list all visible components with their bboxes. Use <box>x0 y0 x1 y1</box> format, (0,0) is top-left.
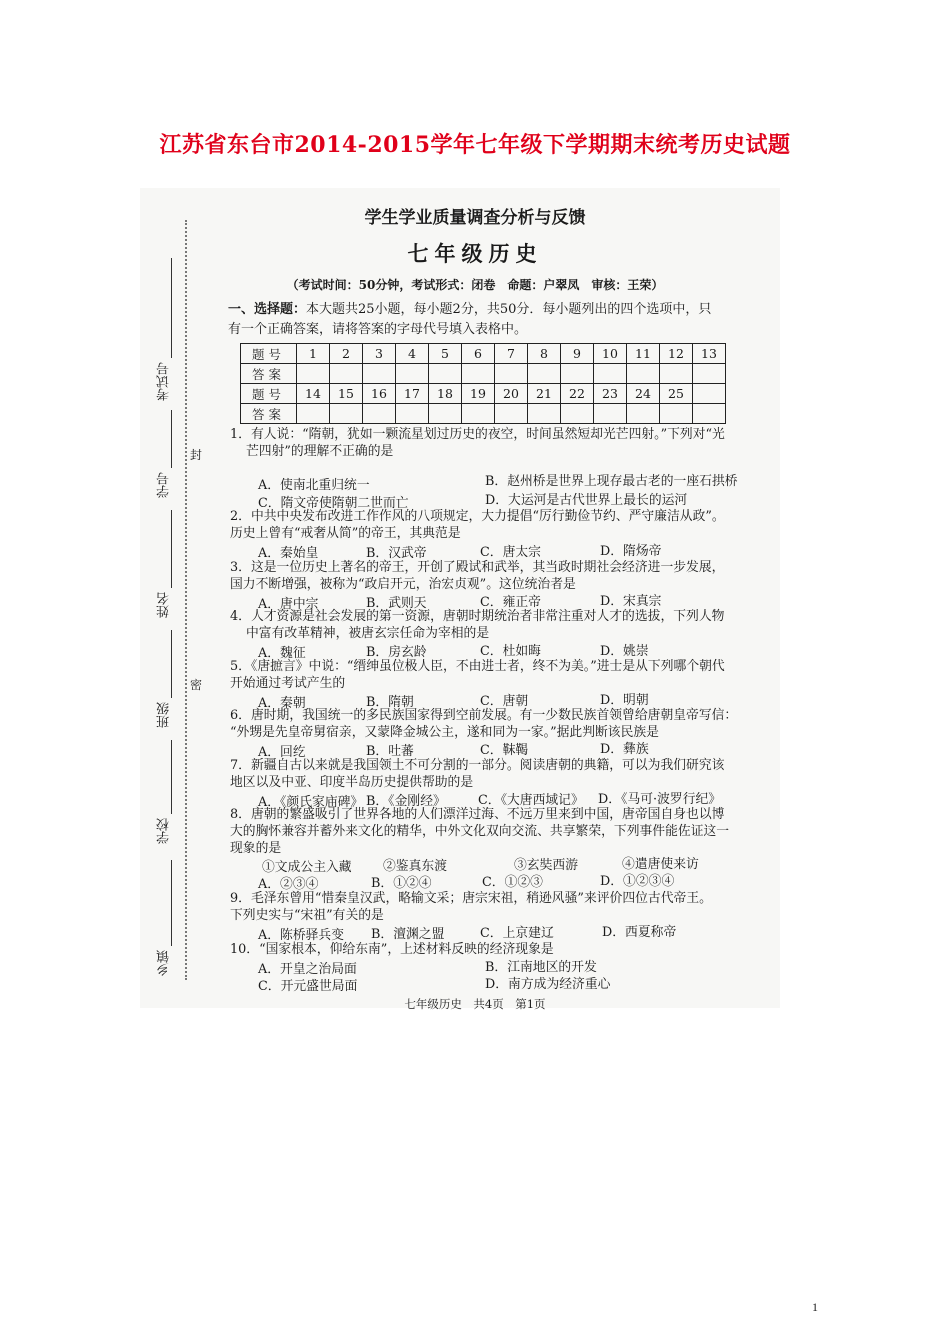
answer-cell[interactable] <box>396 364 429 384</box>
table-cell: 22 <box>561 384 594 404</box>
option-a[interactable]: A．唐中宗 <box>258 597 319 612</box>
option-b[interactable]: B．隋朝 <box>366 695 414 710</box>
question-text: 历史上曾有“戒奢从简”的帝王，其典范是 <box>230 526 461 541</box>
question-text: 8．唐朝的繁盛吸引了世界各地的人们漂洋过海、不远万里来到中国，唐帝国自身也以博 <box>230 807 725 822</box>
option-c[interactable]: C．上京建辽 <box>480 926 554 941</box>
subject-heading: 七年级历史 <box>407 241 543 266</box>
question-1 <box>230 426 770 460</box>
name-line <box>171 510 172 588</box>
item-3: ③玄奘西游 <box>514 858 578 873</box>
answer-cell[interactable] <box>330 404 363 424</box>
table-cell: 19 <box>462 384 495 404</box>
answer-cell[interactable] <box>528 404 561 424</box>
table-cell: 20 <box>495 384 528 404</box>
option-d[interactable]: D．西夏称帝 <box>602 925 677 940</box>
option-a[interactable]: A．②③④ <box>258 877 319 892</box>
exam-number-label: 考试号 <box>157 362 172 401</box>
answer-cell[interactable] <box>594 364 627 384</box>
question-8 <box>230 806 770 857</box>
town-line <box>171 860 172 946</box>
answer-cell[interactable] <box>627 404 660 424</box>
option-d[interactable]: D．南方成为经济重心 <box>485 977 611 992</box>
table-cell: 11 <box>627 344 660 364</box>
answer-cell[interactable] <box>429 364 462 384</box>
answer-table <box>240 343 726 424</box>
answer-cell[interactable] <box>495 404 528 424</box>
table-cell: 23 <box>594 384 627 404</box>
option-a[interactable]: A．秦始皇 <box>258 546 319 561</box>
item-4: ④遣唐使来访 <box>622 857 699 872</box>
section-text-2: 有一个正确答案，请将答案的字母代号填入表格中。 <box>228 322 528 337</box>
item-2: ②鉴真东渡 <box>383 859 447 874</box>
table-row <box>241 364 726 384</box>
table-cell: 2 <box>330 344 363 364</box>
answer-cell[interactable] <box>594 404 627 424</box>
answer-cell[interactable] <box>495 364 528 384</box>
question-text: 地区以及中亚、印度半岛历史提供帮助的是 <box>230 775 474 790</box>
question-text: 7．新疆自古以来就是我国领土不可分割的一部分。阅读唐朝的典籍，可以为我们研究该 <box>230 758 725 773</box>
answer-cell[interactable] <box>396 404 429 424</box>
answer-cell[interactable] <box>561 364 594 384</box>
table-cell <box>693 384 726 404</box>
option-c[interactable]: C．杜如晦 <box>480 644 541 659</box>
option-d[interactable]: D．大运河是古代世界上最长的运河 <box>485 493 688 508</box>
option-a[interactable]: A．开皇之治局面 <box>258 962 357 977</box>
table-cell: 24 <box>627 384 660 404</box>
report-heading: 学生学业质量调查分析与反馈 <box>364 208 586 228</box>
option-b[interactable]: B．汉武帝 <box>366 546 427 561</box>
table-cell: 17 <box>396 384 429 404</box>
answer-cell[interactable] <box>660 404 693 424</box>
section-instructions <box>228 300 768 340</box>
binding-line <box>185 220 187 980</box>
answer-cell[interactable] <box>561 404 594 424</box>
table-row <box>241 344 726 364</box>
table-cell: 5 <box>429 344 462 364</box>
option-c[interactable]: C．《大唐西域记》 <box>478 793 584 808</box>
question-text: 下列史实与“宋祖”有关的是 <box>230 908 384 923</box>
row-label: 题号 <box>241 344 297 364</box>
item-1: ①文成公主入藏 <box>262 860 352 875</box>
table-cell: 21 <box>528 384 561 404</box>
question-6 <box>230 707 770 741</box>
option-c[interactable]: C．开元盛世局面 <box>258 979 358 994</box>
option-b[interactable]: B．赵州桥是世界上现存最古老的一座石拱桥 <box>485 474 738 489</box>
option-a[interactable]: A．秦朝 <box>258 696 306 711</box>
question-text: 9．毛泽东曾用“惜秦皇汉武，略输文采；唐宗宋祖，稍逊风骚”来评价四位古代帝王。 <box>230 891 712 906</box>
option-d[interactable]: D．《马可·波罗行纪》 <box>598 792 722 807</box>
option-b[interactable]: B．《金刚经》 <box>366 794 446 809</box>
question-text: 3．这是一位历史上著名的帝王，开创了殿试和武举，其当政时期社会经济进一步发展， <box>230 560 725 575</box>
section-heading: 一、选择题： <box>228 302 307 317</box>
town-label: 乡镇 <box>157 950 172 976</box>
answer-cell[interactable] <box>330 364 363 384</box>
question-text: 4．人才资源是社会发展的第一资源，唐朝时期统治者非常注重对人才的选拔，下列人物 <box>230 609 725 624</box>
option-d[interactable]: D．明朝 <box>600 693 649 708</box>
option-b[interactable]: B．江南地区的开发 <box>485 960 597 975</box>
answer-cell[interactable] <box>462 364 495 384</box>
table-cell: 25 <box>660 384 693 404</box>
option-c[interactable]: C．唐朝 <box>480 694 529 709</box>
answer-cell[interactable] <box>660 364 693 384</box>
page-number: 1 <box>812 1300 818 1314</box>
option-b[interactable]: B．武则天 <box>366 596 427 611</box>
option-b[interactable]: B．房玄龄 <box>366 645 427 660</box>
table-cell: 18 <box>429 384 462 404</box>
table-cell: 13 <box>693 344 726 364</box>
table-cell: 6 <box>462 344 495 364</box>
school-line <box>171 740 172 814</box>
student-number-label: 学号 <box>157 472 172 498</box>
exam-number-line <box>171 258 172 358</box>
name-label: 姓名 <box>157 592 172 618</box>
option-d[interactable]: D．①②③④ <box>600 874 675 889</box>
row-label: 答案 <box>241 364 297 384</box>
question-3 <box>230 559 770 593</box>
option-d[interactable]: D．宋真宗 <box>600 594 662 609</box>
table-row <box>241 384 726 404</box>
answer-cell[interactable] <box>363 404 396 424</box>
option-c[interactable]: C．唐太宗 <box>480 545 541 560</box>
table-cell: 14 <box>297 384 330 404</box>
option-a[interactable]: A．陈桥驿兵变 <box>258 928 345 943</box>
option-a[interactable]: A．使南北重归统一 <box>258 478 370 493</box>
answer-cell[interactable] <box>297 404 330 424</box>
table-cell: 4 <box>396 344 429 364</box>
table-row <box>241 404 726 424</box>
school-label: 学校 <box>157 818 172 844</box>
table-cell: 16 <box>363 384 396 404</box>
option-a[interactable]: A．回纥 <box>258 745 306 760</box>
seal-mark: 封 <box>190 448 203 462</box>
option-b[interactable]: B．吐蕃 <box>366 744 414 759</box>
option-c[interactable]: C．隋文帝使隋朝二世而亡 <box>258 496 409 511</box>
table-cell: 15 <box>330 384 363 404</box>
class-line <box>171 630 172 698</box>
question-text: 国力不断增强，被称为“政启开元，治宏贞观”。这位统治者是 <box>230 577 576 592</box>
answer-cell[interactable] <box>363 364 396 384</box>
page-footer: 七年级历史 共4页 第1页 <box>404 997 546 1011</box>
option-b[interactable]: B．澶渊之盟 <box>371 927 445 942</box>
table-cell: 12 <box>660 344 693 364</box>
exam-info: （考试时间：50分钟，考试形式：闭卷 命题：户翠凤 审核：王荣） <box>286 278 664 292</box>
answer-cell[interactable] <box>528 364 561 384</box>
option-c[interactable]: C．雍正帝 <box>480 595 541 610</box>
document-title: 江苏省东台市2014-2015学年七年级下学期期末统考历史试题 <box>159 132 791 158</box>
question-text: 芒四射”的理解不正确的是 <box>246 444 394 459</box>
option-c[interactable]: C．靺鞨 <box>480 743 529 758</box>
option-d[interactable]: D．姚崇 <box>600 644 649 659</box>
option-d[interactable]: D．彝族 <box>600 742 649 757</box>
table-cell: 9 <box>561 344 594 364</box>
table-cell: 7 <box>495 344 528 364</box>
answer-cell[interactable] <box>462 404 495 424</box>
option-d[interactable]: D．隋炀帝 <box>600 544 662 559</box>
table-cell: 8 <box>528 344 561 364</box>
seal-mark-2: 密 <box>190 678 203 692</box>
section-text-1: 本大题共25小题，每小题2分，共50分．每小题列出的四个选项中，只 <box>306 302 712 317</box>
question-text: 开始通过考试产生的 <box>230 676 346 691</box>
class-label: 班级 <box>157 702 172 728</box>
question-text: 1．有人说：“隋朝，犹如一颗流星划过历史的夜空，时间虽然短却光芒四射。”下列对“光 <box>230 427 725 442</box>
question-4 <box>230 608 770 642</box>
question-2 <box>230 508 770 542</box>
row-label: 答案 <box>241 404 297 424</box>
question-text: 中富有改革精神，被唐玄宗任命为宰相的是 <box>246 626 490 641</box>
question-text: 现象的是 <box>230 841 282 856</box>
question-text: 2．中共中央发布改进工作作风的八项规定，大力提倡“厉行勤俭节约、严守廉洁从政”。 <box>230 509 725 524</box>
option-a[interactable]: A．《颜氏家庙碑》 <box>258 795 364 810</box>
question-7 <box>230 757 770 791</box>
option-c[interactable]: C．①②③ <box>482 875 543 890</box>
question-text: 6．唐时期，我国统一的多民族国家得到空前发展。有一少数民族首领曾给唐朝皇帝写信： <box>230 708 738 723</box>
question-text: 10．“国家根本，仰给东南”，上述材料反映的经济现象是 <box>230 942 554 957</box>
student-number-line <box>171 410 172 468</box>
table-cell: 1 <box>297 344 330 364</box>
table-cell: 3 <box>363 344 396 364</box>
option-b[interactable]: B．①②④ <box>371 876 432 891</box>
answer-cell[interactable] <box>297 364 330 384</box>
question-text: 5．《唐摭言》中说：“缙绅虽位极人臣，不由进士者，终不为美。”进士是从下列哪个朝代 <box>230 659 725 674</box>
question-text: 大的胸怀兼容并蓄外来文化的精华，中外文化双向交流、共享繁荣，下列事件能佐证这一 <box>230 824 730 839</box>
question-5 <box>230 658 770 692</box>
answer-cell[interactable] <box>627 364 660 384</box>
answer-cell[interactable] <box>693 364 726 384</box>
answer-cell[interactable] <box>693 404 726 424</box>
table-cell: 10 <box>594 344 627 364</box>
answer-cell[interactable] <box>429 404 462 424</box>
question-text: “外甥是先皇帝舅宿亲，又蒙降金城公主，遂和同为一家。”据此判断该民族是 <box>230 725 659 740</box>
option-a[interactable]: A．魏征 <box>258 646 306 661</box>
row-label: 题号 <box>241 384 297 404</box>
question-9 <box>230 890 770 924</box>
